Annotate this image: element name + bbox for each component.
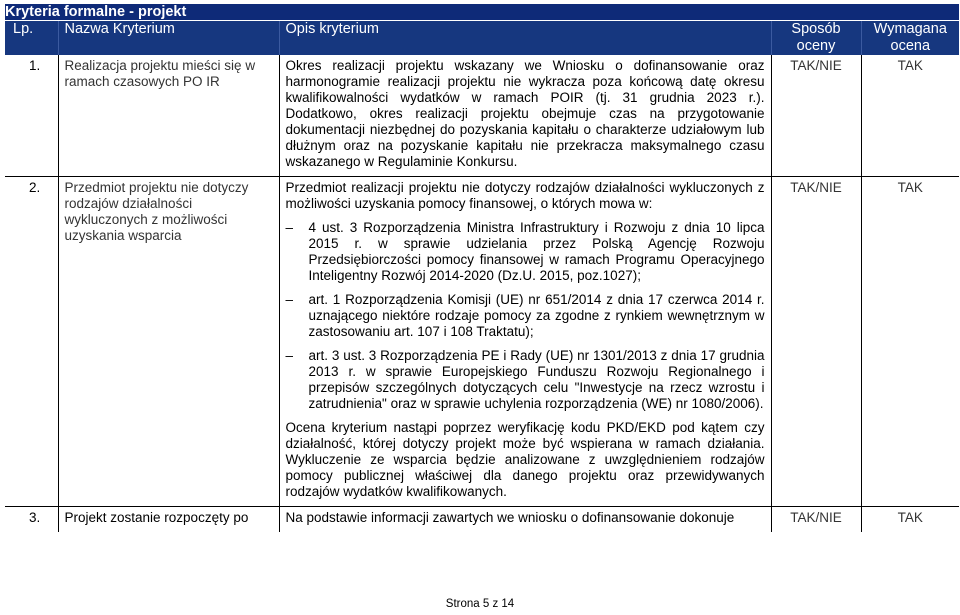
criterion-name: Projekt zostanie rozpoczęty po bbox=[58, 507, 279, 533]
criterion-description bbox=[279, 177, 771, 507]
criterion-description bbox=[279, 55, 771, 177]
table-title-bar bbox=[5, 4, 959, 21]
list-item bbox=[286, 292, 765, 340]
table-title: Kryteria formalne - projekt bbox=[5, 4, 959, 21]
row-number: 2. bbox=[5, 177, 58, 507]
dash-bullet: – bbox=[285, 220, 294, 235]
evaluation-method: TAK/NIE bbox=[771, 55, 861, 177]
header-opis: Opis kryterium bbox=[279, 21, 771, 56]
header-lp: Lp. bbox=[5, 21, 58, 56]
required-rating: TAK bbox=[861, 507, 959, 533]
header-sposob: Sposób oceny bbox=[771, 21, 861, 56]
page-footer: Strona 5 z 14 bbox=[445, 598, 515, 610]
description-text: Okres realizacji projektu wskazany we Wniosku o dofinansowanie oraz harmonogramie realizacji projektu nie wykracza poza końcową datę okresu kwalifikowalności wydatków w ramach POIR (tj. 31 grudnia 2023 r.). Dodatkowo, okres realizacji projektu obejmuje czas na przygotowanie dokumentacji niezbędnej do pozyskania kapitału o charakterze udziałowym lub dłużnym oraz na pozyskanie kapitału nie przekracza maksymalnego czasu wskazanego w Regulaminie Konkursu. bbox=[285, 58, 765, 169]
description-intro: Przedmiot realizacji projektu nie dotyczy rodzajów działalności wykluczonych z możliwości uzyskania pomocy finansowej, o których mowa w: bbox=[285, 180, 765, 211]
header-wymagana: Wymagana ocena bbox=[861, 21, 959, 56]
description-outro: Ocena kryterium nastąpi poprzez weryfikację kodu PKD/EKD pod kątem czy działalność, której dotyczy projekt może być wspierana w ramach działania. Wykluczenie ze wsparcia będzie analizowane z uwzględnieniem rodzajów pomocy publicznej właściwej dla danego projektu oraz przewidywanych rodzajów wydatków kwalifikowanych. bbox=[285, 420, 765, 499]
list-item-text: 4 ust. 3 Rozporządzenia Ministra Infrastruktury i Rozwoju z dnia 10 lipca 2015 r. w sprawie udzielania przez Polską Agencję Rozwoju Przedsiębiorczości pomocy finansowej w ramach Programu Operacyjnego Inteligentny Rozwój 2014-2020 (Dz.U. 2015, poz.1027); bbox=[308, 220, 765, 283]
table-row bbox=[5, 177, 959, 507]
exclusion-list bbox=[286, 220, 765, 412]
criterion-name: Przedmiot projektu nie dotyczy rodzajów działalności wykluczonych z możliwości uzyskania wsparcia bbox=[58, 177, 279, 507]
list-item bbox=[286, 220, 765, 284]
header-row bbox=[5, 21, 959, 56]
criteria-table bbox=[5, 4, 959, 532]
criterion-name: Realizacja projektu mieści się w ramach czasowych PO IR bbox=[58, 55, 279, 177]
row-number: 3. bbox=[29, 510, 41, 525]
row-number: 1. bbox=[5, 55, 58, 177]
required-rating: TAK bbox=[861, 55, 959, 177]
dash-bullet: – bbox=[285, 348, 294, 363]
header-name: Nazwa Kryterium bbox=[58, 21, 279, 56]
list-item-text: art. 1 Rozporządzenia Komisji (UE) nr 651/2014 z dnia 17 czerwca 2014 r. uznającego niektóre rodzaje pomocy za zgodne z rynkiem wewnętrznym w zastosowaniu art. 107 i 108 Traktatu); bbox=[308, 292, 765, 339]
table-row bbox=[5, 55, 959, 177]
dash-bullet: – bbox=[285, 292, 294, 307]
description-text: Na podstawie informacji zawartych we wniosku o dofinansowanie dokonuje bbox=[285, 510, 735, 525]
criterion-description bbox=[279, 507, 771, 533]
evaluation-method: TAK/NIE bbox=[771, 177, 861, 507]
evaluation-method: TAK/NIE bbox=[771, 507, 861, 533]
required-rating: TAK bbox=[861, 177, 959, 507]
list-item-text: art. 3 ust. 3 Rozporządzenia PE i Rady (UE) nr 1301/2013 z dnia 17 grudnia 2013 r. w sprawie Europejskiego Funduszu Rozwoju Regionalnego i przepisów szczególnych dotyczących celu "Inwestycje na rzecz wzrostu i zatrudnienia" oraz w sprawie uchylenia rozporządzenia (WE) nr 1080/2006). bbox=[308, 348, 765, 411]
table-row bbox=[5, 507, 959, 533]
list-item bbox=[286, 348, 765, 412]
